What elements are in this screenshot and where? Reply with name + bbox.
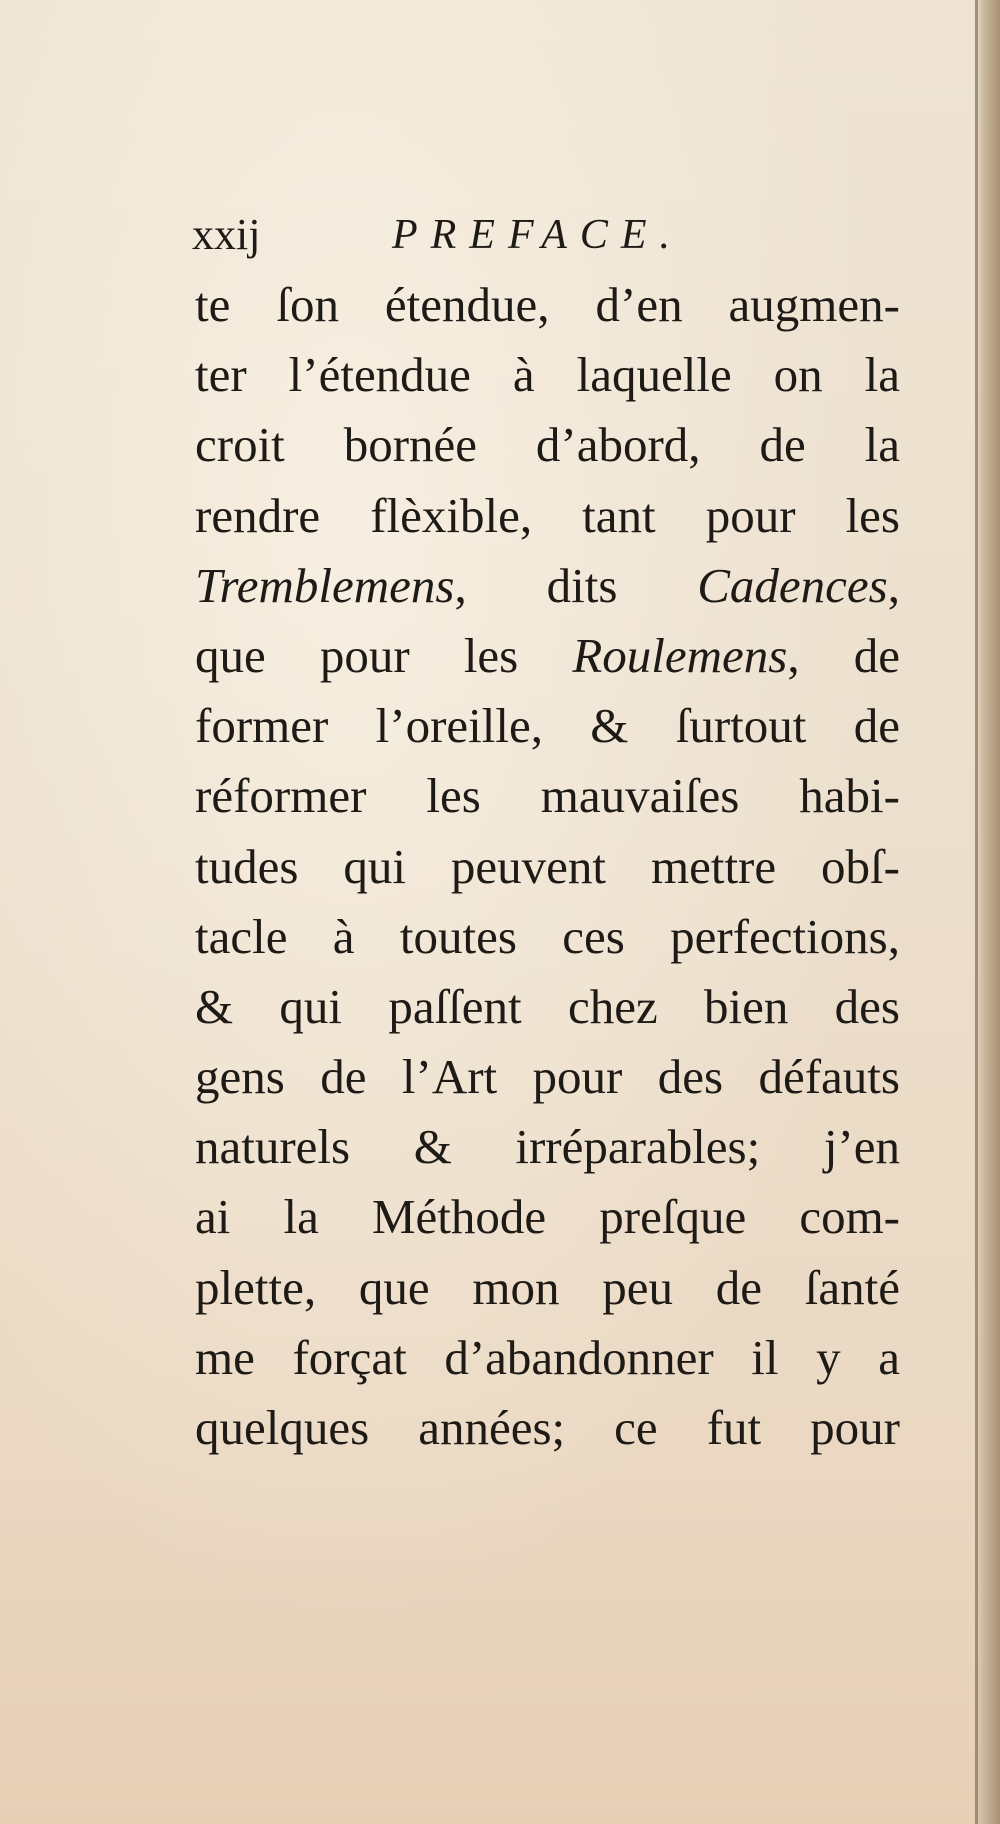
body-text — [195, 270, 900, 1463]
page-number: xxij — [192, 210, 261, 259]
italic-term: Roulemens — [572, 627, 788, 683]
text-line: naturels & irréparables; j’en — [195, 1119, 900, 1175]
text-line: réformer les mauvaiſes habi- — [195, 768, 900, 824]
text-line: & qui paſſent chez bien des — [195, 978, 900, 1034]
text-line: croit bornée d’abord, de la — [195, 417, 900, 473]
text-line: me forçat d’abandonner il y a — [195, 1329, 900, 1385]
italic-term: Cadences — [697, 557, 888, 613]
text-line-last: quelques années; ce fut pour — [195, 1400, 900, 1455]
text-line: rendre flèxible, tant pour les — [195, 487, 900, 543]
text-line: plette, que mon peu de ſanté — [195, 1259, 900, 1315]
page-edge-line — [975, 0, 978, 1824]
italic-term: Tremblemens — [195, 557, 455, 613]
running-title: PREFACE. — [392, 212, 684, 258]
running-head — [192, 205, 912, 265]
text-line: te ſon étendue, d’en augmen- — [195, 277, 900, 332]
text-line: gens de l’Art pour des défauts — [195, 1049, 900, 1105]
text-line: tacle à toutes ces perfections, — [195, 908, 900, 964]
text-line: tudes qui peuvent mettre obſ- — [195, 838, 900, 894]
text-line-with-italics: Tremblemens, dits Cadences, — [195, 557, 900, 613]
text-line: ter l’étendue à laquelle on la — [195, 347, 900, 403]
text-line: former l’oreille, & ſurtout de — [195, 698, 900, 754]
text-line-with-italics: que pour les Roulemens, de — [195, 627, 900, 683]
text-line: ai la Méthode preſque com- — [195, 1189, 900, 1245]
